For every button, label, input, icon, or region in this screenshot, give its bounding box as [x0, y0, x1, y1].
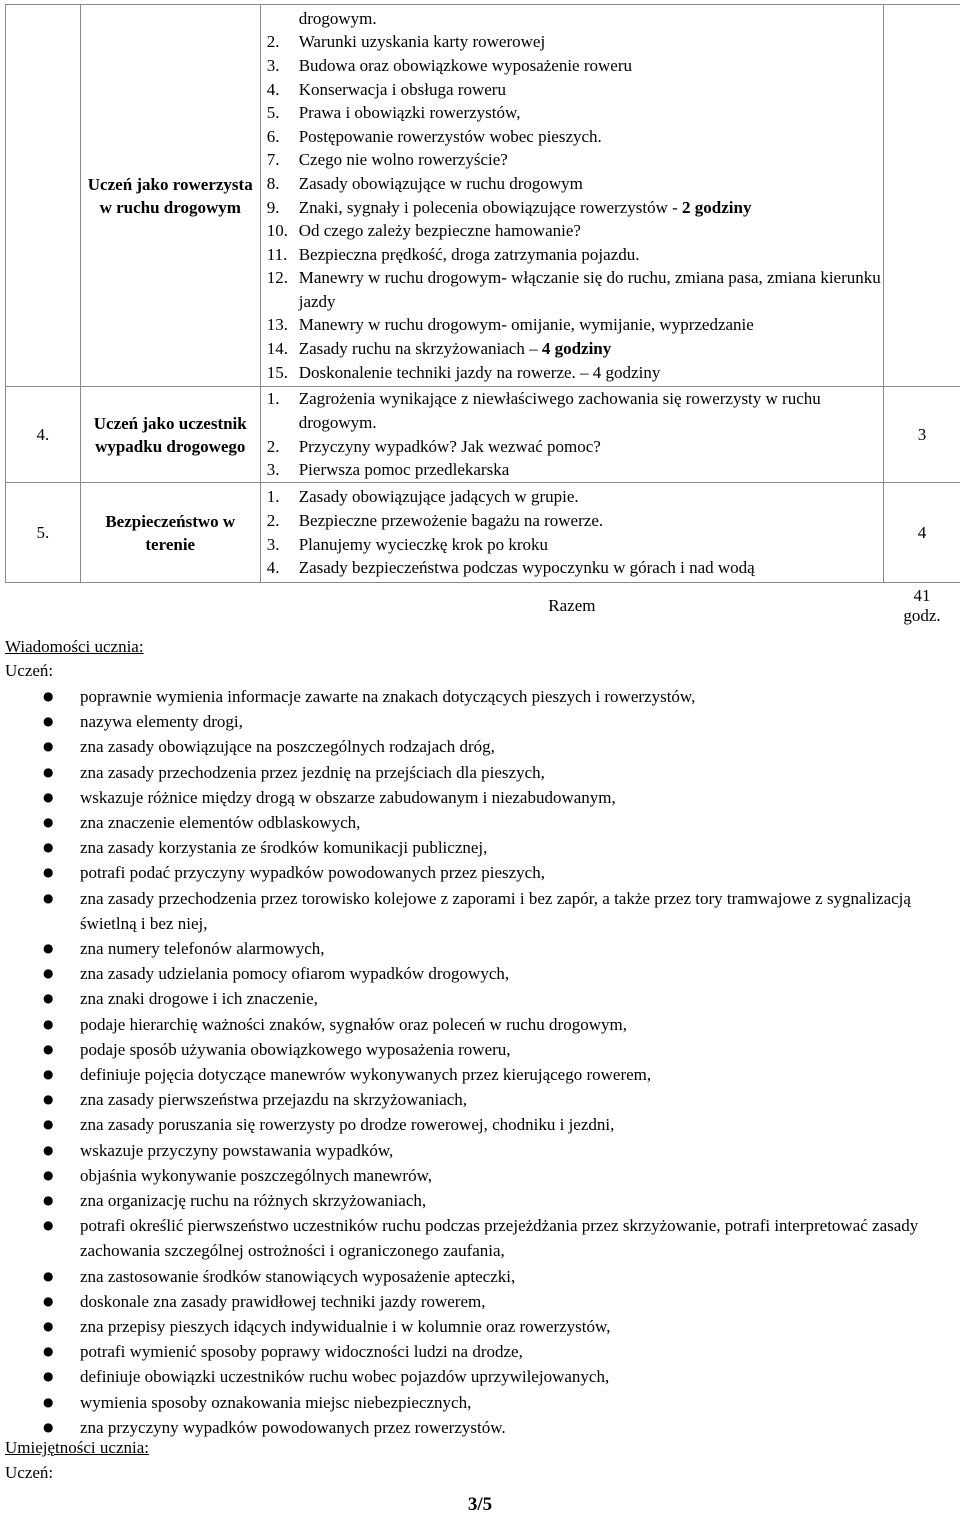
- list-item: [261, 54, 883, 78]
- list-item: [261, 266, 883, 313]
- item-number: 2.: [266, 32, 280, 52]
- item-text: Zasady obowiązujące jadących w grupie.: [298, 487, 579, 507]
- list-item: [261, 387, 883, 434]
- table-row-4: [6, 387, 960, 483]
- item-number: 6.: [266, 126, 280, 146]
- knowledge-item: ● definiuje pojęcia dotyczące manewrów wykonywanych przez kierującego rowerem,: [0, 1062, 945, 1087]
- item-text: Budowa oraz obowiązkowe wyposażenie roweru: [298, 55, 632, 75]
- list-item: [261, 337, 883, 361]
- item-text: Od czego zależy bezpieczne hamowanie?: [298, 221, 581, 241]
- item-number: 1.: [266, 389, 280, 409]
- list-item: [261, 243, 883, 267]
- item-number: 3.: [266, 534, 280, 554]
- list-item: [261, 458, 883, 482]
- item-number: 3.: [266, 55, 280, 75]
- knowledge-item: ● objaśnia wykonywanie poszczególnych manewrów,: [0, 1163, 945, 1188]
- item-text: Doskonalenie techniki jazdy na rowerze. – 4 godziny: [298, 362, 661, 382]
- total-hours-unit: godz.: [903, 606, 941, 625]
- knowledge-item: ● zna zastosowanie środków stanowiących wyposażenie apteczki,: [0, 1264, 945, 1289]
- item-duration: 4 godziny: [541, 339, 612, 359]
- total-label: Razem: [548, 596, 596, 615]
- row-number-cell: [6, 5, 81, 387]
- knowledge-item: ● wskazuje różnice między drogą w obszarze zabudowanym i niezabudowanym,: [0, 785, 945, 810]
- item-number: 1.: [266, 487, 280, 507]
- knowledge-item: ● zna przepisy pieszych idących indywidualnie i w kolumnie oraz rowerzystów,: [0, 1314, 945, 1339]
- knowledge-item: ● zna znaczenie elementów odblaskowych,: [0, 810, 945, 835]
- item-number: 9.: [266, 197, 280, 217]
- knowledge-item: ● zna znaki drogowe i ich znaczenie,: [0, 986, 945, 1011]
- knowledge-item: ● poprawnie wymienia informacje zawarte na znakach dotyczących pieszych i rowerzystów,: [0, 684, 945, 709]
- knowledge-item: ● zna zasady przechodzenia przez jezdnię na przejściach dla pieszych,: [0, 760, 945, 785]
- knowledge-item: ● definiuje obowiązki uczestników ruchu wobec pojazdów uprzywilejowanych,: [0, 1364, 945, 1389]
- knowledge-item: ● zna numery telefonów alarmowych,: [0, 936, 945, 961]
- list-item: [261, 509, 883, 533]
- item-text: Prawa i obowiązki rowerzystów,: [298, 103, 521, 123]
- curriculum-table: [5, 4, 960, 629]
- knowledge-item: ● wymienia sposoby oznakowania miejsc niebezpiecznych,: [0, 1390, 945, 1415]
- item-text: Warunki uzyskania karty rowerowej: [298, 32, 546, 52]
- item-text: Zasady ruchu na skrzyżowaniach –: [298, 339, 542, 359]
- item-number: 3.: [266, 460, 280, 480]
- skills-heading: Umiejętności ucznia:: [5, 1438, 149, 1457]
- item-number: 14.: [266, 339, 288, 359]
- total-hours: [884, 583, 960, 630]
- knowledge-item: ● wskazuje przyczyny powstawania wypadków,: [0, 1138, 945, 1163]
- item-number: 15.: [266, 362, 288, 382]
- knowledge-item: ● zna przyczyny wypadków powodowanych przez rowerzystów.: [0, 1415, 945, 1440]
- item-number: 2.: [266, 436, 280, 456]
- topic-cell: Uczeń jako rowerzysta w ruchu drogowym: [80, 5, 260, 387]
- topic-cell: Bezpieczeństwo w terenie: [80, 483, 260, 583]
- knowledge-list: [0, 684, 945, 1440]
- total-row: [6, 583, 960, 630]
- item-number: 4.: [266, 79, 280, 99]
- row-number: 4.: [6, 387, 81, 483]
- item-number: 10.: [266, 221, 288, 241]
- item-text: Czego nie wolno rowerzyście?: [298, 150, 508, 170]
- list-item: [261, 125, 883, 149]
- knowledge-item: ● zna zasady poruszania się rowerzysty po drodze rowerowej, chodniku i jezdni,: [0, 1112, 945, 1137]
- knowledge-item: ● zna zasady pierwszeństwa przejazdu na skrzyżowaniach,: [0, 1087, 945, 1112]
- list-item: [261, 30, 883, 54]
- knowledge-item: ● zna zasady udzielania pomocy ofiarom wypadków drogowych,: [0, 961, 945, 986]
- row-number: 5.: [6, 483, 81, 583]
- table-row-5: [6, 483, 960, 583]
- item-number: 12.: [266, 268, 288, 288]
- content-first-line: drogowym.: [298, 8, 377, 28]
- knowledge-item: ● zna zasady obowiązujące na poszczególnych rodzajach dróg,: [0, 734, 945, 759]
- hours-value: 3: [884, 387, 960, 483]
- item-text: Konserwacja i obsługa roweru: [298, 79, 506, 99]
- list-item: [261, 78, 883, 102]
- knowledge-subject: Uczeń:: [5, 661, 54, 680]
- content-cell: [260, 5, 883, 387]
- list-item: [261, 556, 883, 580]
- topic-cell: Uczeń jako uczestnik wypadku drogowego: [80, 387, 260, 483]
- total-hours-value: 41: [913, 586, 931, 605]
- item-number: 7.: [266, 150, 280, 170]
- list-item: [261, 533, 883, 557]
- knowledge-item: ● potrafi podać przyczyny wypadków powodowanych przez pieszych,: [0, 860, 945, 885]
- topic-list: [261, 387, 883, 481]
- item-text: Bezpieczna prędkość, droga zatrzymania pojazdu.: [298, 244, 640, 264]
- knowledge-item: ● nazywa elementy drogi,: [0, 709, 945, 734]
- item-text: Bezpieczne przewożenie bagażu na rowerze.: [298, 510, 604, 530]
- item-text: Zasady obowiązujące w ruchu drogowym: [298, 173, 583, 193]
- list-item: [261, 196, 883, 220]
- list-item: [261, 313, 883, 337]
- item-text: Postępowanie rowerzystów wobec pieszych.: [298, 126, 602, 146]
- item-number: 5.: [266, 103, 280, 123]
- item-text: Zagrożenia wynikające z niewłaściwego zachowania się rowerzysty w ruchu drogowym.: [298, 389, 821, 432]
- knowledge-item: ● potrafi wymienić sposoby poprawy widoczności ludzi na drodze,: [0, 1339, 945, 1364]
- item-number: 8.: [266, 173, 280, 193]
- list-item: [261, 172, 883, 196]
- list-item: [261, 435, 883, 459]
- list-item: [261, 485, 883, 509]
- item-number: 2.: [266, 510, 280, 530]
- knowledge-item: ● zna organizację ruchu na różnych skrzyżowaniach,: [0, 1188, 945, 1213]
- knowledge-heading: Wiadomości ucznia:: [5, 637, 144, 656]
- hours-value: 4: [884, 483, 960, 583]
- item-text: Manewry w ruchu drogowym- omijanie, wymijanie, wyprzedzanie: [298, 315, 754, 335]
- list-item: [261, 101, 883, 125]
- skills-subject: Uczeń:: [5, 1463, 54, 1482]
- item-duration: 2 godziny: [682, 197, 752, 217]
- hours-cell: [884, 5, 960, 387]
- knowledge-item: ● podaje hierarchię ważności znaków, sygnałów oraz poleceń w ruchu drogowym,: [0, 1012, 945, 1037]
- item-text: Zasady bezpieczeństwa podczas wypoczynku w górach i nad wodą: [298, 558, 755, 578]
- knowledge-item: ● zna zasady przechodzenia przez torowisko kolejowe z zaporami i bez zapór, a także przez tory tramwajowe z sygnalizacją świetlną i bez niej,: [0, 886, 945, 936]
- knowledge-item: ● zna zasady korzystania ze środków komunikacji publicznej,: [0, 835, 945, 860]
- item-text: Przyczyny wypadków? Jak wezwać pomoc?: [298, 436, 601, 456]
- knowledge-item: ● podaje sposób używania obowiązkowego wyposażenia roweru,: [0, 1037, 945, 1062]
- list-item: [261, 148, 883, 172]
- item-text: Planujemy wycieczkę krok po kroku: [298, 534, 548, 554]
- page-number: 3/5: [467, 1494, 493, 1515]
- content-cell: [260, 483, 883, 583]
- item-text: Manewry w ruchu drogowym- włączanie się do ruchu, zmiana pasa, zmiana kierunku jazdy: [298, 268, 881, 311]
- item-number: 11.: [266, 244, 288, 264]
- content-cell: [260, 387, 883, 483]
- topic-list: [261, 485, 883, 579]
- topic-list: [261, 30, 883, 384]
- knowledge-item: ● doskonale zna zasady prawidłowej techniki jazdy rowerem,: [0, 1289, 945, 1314]
- item-text: Pierwsza pomoc przedlekarska: [298, 460, 510, 480]
- item-number: 4.: [266, 558, 280, 578]
- list-item: [261, 361, 883, 385]
- list-item: [261, 219, 883, 243]
- knowledge-item: ● potrafi określić pierwszeństwo uczestników ruchu podczas przejeżdżania przez skrzyżowanie, potrafi interpretować zasady zachowania szczególnej ostrożności i ograniczonego zaufania,: [0, 1213, 945, 1263]
- table-row-3: [6, 5, 960, 387]
- item-number: 13.: [266, 315, 288, 335]
- item-text: Znaki, sygnały i polecenia obowiązujące rowerzystów -: [298, 197, 683, 217]
